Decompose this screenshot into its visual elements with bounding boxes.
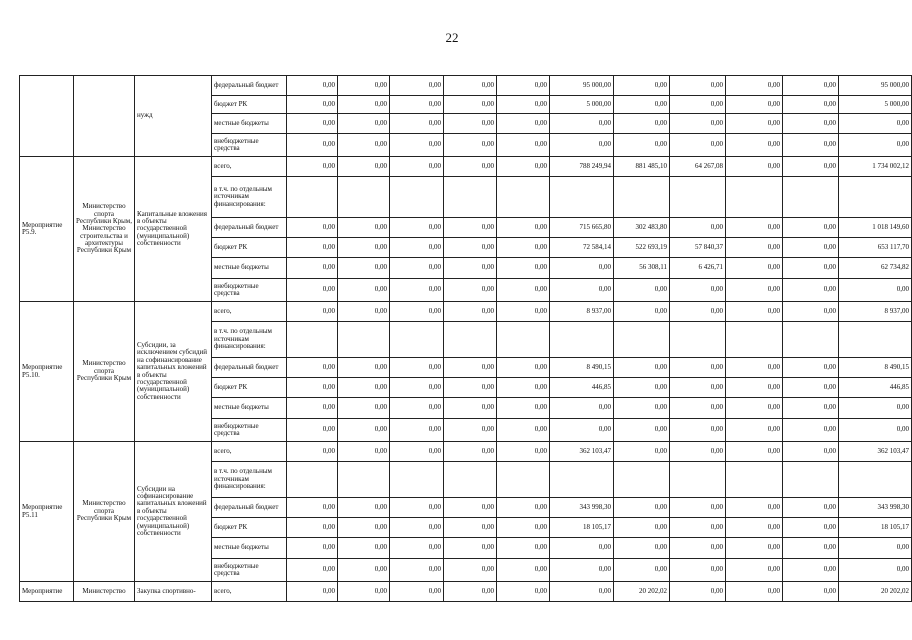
amount-cell: 0,00	[287, 218, 338, 238]
amount-cell: 0,00	[670, 419, 726, 442]
amount-cell: 0,00	[287, 279, 338, 302]
source-label: бюджет РК	[212, 238, 287, 258]
amount-cell: 0,00	[726, 538, 783, 559]
amount-cell	[726, 177, 783, 218]
amount-cell: 57 840,37	[670, 238, 726, 258]
amount-cell: 0,00	[497, 378, 550, 398]
amount-cell: 0,00	[726, 498, 783, 518]
amount-cell	[390, 462, 444, 498]
amount-cell: 0,00	[338, 238, 390, 258]
amount-cell: 0,00	[839, 134, 912, 157]
amount-cell	[444, 177, 497, 218]
amount-cell: 95 000,00	[839, 76, 912, 96]
amount-cell: 0,00	[390, 114, 444, 134]
event-cell: Мероприятие Р5.11	[20, 442, 74, 582]
amount-cell: 0,00	[497, 258, 550, 279]
amount-cell: 0,00	[390, 218, 444, 238]
executor-cell: Министерство спорта Республики Крым, Министерство строительства и архитектуры Республики Крым	[74, 157, 135, 302]
amount-cell: 0,00	[444, 134, 497, 157]
amount-cell: 0,00	[338, 538, 390, 559]
amount-cell: 446,85	[550, 378, 614, 398]
amount-cell	[614, 322, 670, 358]
amount-cell: 0,00	[726, 358, 783, 378]
source-label: внебюджетные средства	[212, 134, 287, 157]
amount-cell: 0,00	[287, 559, 338, 582]
source-label: местные бюджеты	[212, 258, 287, 279]
amount-cell: 0,00	[783, 279, 839, 302]
amount-cell	[550, 322, 614, 358]
amount-cell: 0,00	[670, 76, 726, 96]
source-label: бюджет РК	[212, 378, 287, 398]
amount-cell: 0,00	[390, 538, 444, 559]
amount-cell: 0,00	[783, 258, 839, 279]
amount-cell: 0,00	[670, 279, 726, 302]
amount-cell: 0,00	[287, 398, 338, 419]
amount-cell: 0,00	[497, 498, 550, 518]
amount-cell: 0,00	[550, 279, 614, 302]
amount-cell: 0,00	[726, 302, 783, 322]
amount-cell: 0,00	[550, 398, 614, 419]
amount-cell: 715 665,80	[550, 218, 614, 238]
amount-cell: 0,00	[390, 559, 444, 582]
executor-cell	[74, 76, 135, 157]
amount-cell: 0,00	[614, 134, 670, 157]
table-row	[20, 442, 912, 462]
amount-cell: 0,00	[839, 114, 912, 134]
amount-cell: 0,00	[287, 518, 338, 538]
amount-cell: 0,00	[726, 76, 783, 96]
amount-cell	[287, 177, 338, 218]
source-label: всего,	[212, 442, 287, 462]
amount-cell: 362 103,47	[550, 442, 614, 462]
amount-cell: 0,00	[726, 114, 783, 134]
amount-cell: 95 000,00	[550, 76, 614, 96]
amount-cell	[839, 177, 912, 218]
amount-cell: 0,00	[614, 279, 670, 302]
table-row	[20, 302, 912, 322]
source-label: всего,	[212, 302, 287, 322]
amount-cell	[338, 462, 390, 498]
amount-cell	[783, 177, 839, 218]
amount-cell: 18 105,17	[839, 518, 912, 538]
amount-cell: 0,00	[444, 559, 497, 582]
amount-cell: 0,00	[726, 279, 783, 302]
amount-cell: 0,00	[390, 157, 444, 177]
amount-cell: 0,00	[338, 157, 390, 177]
table-row	[20, 76, 912, 96]
amount-cell: 0,00	[390, 442, 444, 462]
amount-cell: 362 103,47	[839, 442, 912, 462]
amount-cell: 0,00	[670, 518, 726, 538]
amount-cell: 788 249,94	[550, 157, 614, 177]
amount-cell: 20 202,02	[839, 582, 912, 602]
amount-cell: 0,00	[390, 398, 444, 419]
source-label: местные бюджеты	[212, 538, 287, 559]
amount-cell: 0,00	[670, 218, 726, 238]
amount-cell: 0,00	[390, 238, 444, 258]
amount-cell: 0,00	[670, 498, 726, 518]
amount-cell: 0,00	[338, 582, 390, 602]
amount-cell	[390, 322, 444, 358]
amount-cell	[390, 177, 444, 218]
event-cell	[20, 76, 74, 157]
amount-cell: 0,00	[497, 559, 550, 582]
amount-cell	[670, 177, 726, 218]
amount-cell: 56 308,11	[614, 258, 670, 279]
amount-cell: 0,00	[444, 582, 497, 602]
amount-cell: 0,00	[670, 96, 726, 114]
amount-cell: 0,00	[444, 76, 497, 96]
amount-cell	[497, 177, 550, 218]
amount-cell: 0,00	[670, 582, 726, 602]
amount-cell: 18 105,17	[550, 518, 614, 538]
amount-cell: 0,00	[287, 258, 338, 279]
amount-cell: 0,00	[338, 358, 390, 378]
amount-cell: 0,00	[550, 258, 614, 279]
source-label: в т.ч. по отдельным источникам финансирования:	[212, 462, 287, 498]
amount-cell: 0,00	[497, 114, 550, 134]
amount-cell: 0,00	[444, 218, 497, 238]
amount-cell: 0,00	[444, 442, 497, 462]
amount-cell	[338, 322, 390, 358]
amount-cell: 0,00	[726, 378, 783, 398]
amount-cell: 0,00	[783, 442, 839, 462]
source-label: федеральный бюджет	[212, 76, 287, 96]
amount-cell	[444, 462, 497, 498]
amount-cell: 0,00	[497, 279, 550, 302]
amount-cell: 0,00	[497, 358, 550, 378]
amount-cell: 0,00	[287, 157, 338, 177]
amount-cell	[839, 462, 912, 498]
amount-cell: 8 937,00	[550, 302, 614, 322]
amount-cell: 0,00	[338, 258, 390, 279]
amount-cell: 0,00	[338, 419, 390, 442]
amount-cell: 0,00	[338, 398, 390, 419]
amount-cell	[338, 177, 390, 218]
amount-cell: 0,00	[338, 134, 390, 157]
amount-cell: 0,00	[726, 134, 783, 157]
amount-cell: 0,00	[390, 518, 444, 538]
amount-cell: 0,00	[839, 559, 912, 582]
amount-cell: 5 000,00	[550, 96, 614, 114]
amount-cell: 881 485,10	[614, 157, 670, 177]
source-label: бюджет РК	[212, 96, 287, 114]
source-label: всего,	[212, 582, 287, 602]
budget-table	[19, 75, 912, 602]
amount-cell	[614, 462, 670, 498]
amount-cell: 0,00	[497, 582, 550, 602]
amount-cell: 0,00	[444, 279, 497, 302]
amount-cell: 0,00	[726, 582, 783, 602]
amount-cell: 0,00	[614, 498, 670, 518]
amount-cell: 0,00	[444, 518, 497, 538]
executor-cell: Министерство спорта Республики Крым	[74, 302, 135, 442]
amount-cell: 0,00	[726, 442, 783, 462]
amount-cell	[497, 322, 550, 358]
amount-cell: 0,00	[444, 498, 497, 518]
description-cell: Капитальные вложения в объекты государственной (муниципальной) собственности	[135, 157, 212, 302]
amount-cell: 343 998,30	[839, 498, 912, 518]
amount-cell: 6 426,71	[670, 258, 726, 279]
source-label: внебюджетные средства	[212, 279, 287, 302]
amount-cell: 1 734 002,12	[839, 157, 912, 177]
amount-cell: 0,00	[444, 302, 497, 322]
amount-cell: 0,00	[287, 358, 338, 378]
amount-cell: 0,00	[338, 498, 390, 518]
amount-cell: 0,00	[444, 96, 497, 114]
table-row	[20, 157, 912, 177]
amount-cell: 20 202,02	[614, 582, 670, 602]
source-label: федеральный бюджет	[212, 218, 287, 238]
amount-cell: 0,00	[287, 238, 338, 258]
amount-cell: 0,00	[550, 134, 614, 157]
amount-cell: 0,00	[550, 582, 614, 602]
executor-cell: Министерство спорта Республики Крым	[74, 442, 135, 582]
amount-cell: 0,00	[839, 398, 912, 419]
source-label: внебюджетные средства	[212, 559, 287, 582]
amount-cell: 0,00	[390, 582, 444, 602]
amount-cell: 0,00	[783, 538, 839, 559]
amount-cell: 0,00	[726, 218, 783, 238]
amount-cell: 0,00	[783, 358, 839, 378]
amount-cell: 0,00	[497, 538, 550, 559]
amount-cell: 0,00	[497, 442, 550, 462]
amount-cell	[550, 177, 614, 218]
amount-cell: 0,00	[287, 538, 338, 559]
amount-cell: 0,00	[390, 258, 444, 279]
source-label: федеральный бюджет	[212, 358, 287, 378]
amount-cell: 5 000,00	[839, 96, 912, 114]
amount-cell: 0,00	[390, 134, 444, 157]
amount-cell: 0,00	[497, 302, 550, 322]
source-label: в т.ч. по отдельным источникам финансирования:	[212, 322, 287, 358]
amount-cell: 0,00	[287, 134, 338, 157]
amount-cell: 0,00	[338, 378, 390, 398]
amount-cell: 0,00	[338, 114, 390, 134]
amount-cell: 0,00	[390, 76, 444, 96]
amount-cell: 0,00	[614, 538, 670, 559]
amount-cell: 0,00	[670, 559, 726, 582]
event-cell: Мероприятие Р5.10.	[20, 302, 74, 442]
amount-cell	[726, 322, 783, 358]
amount-cell: 0,00	[444, 378, 497, 398]
amount-cell: 446,85	[839, 378, 912, 398]
event-cell: Мероприятие	[20, 582, 74, 602]
executor-cell: Министерство	[74, 582, 135, 602]
amount-cell: 0,00	[287, 419, 338, 442]
amount-cell: 0,00	[726, 157, 783, 177]
amount-cell: 0,00	[287, 582, 338, 602]
amount-cell: 0,00	[783, 559, 839, 582]
amount-cell: 0,00	[783, 134, 839, 157]
amount-cell: 0,00	[338, 279, 390, 302]
source-label: в т.ч. по отдельным источникам финансирования:	[212, 177, 287, 218]
amount-cell: 0,00	[338, 559, 390, 582]
amount-cell: 0,00	[783, 238, 839, 258]
amount-cell: 0,00	[287, 498, 338, 518]
page-number: 22	[445, 30, 459, 45]
amount-cell	[287, 462, 338, 498]
description-cell: нужд	[135, 76, 212, 157]
amount-cell: 0,00	[287, 442, 338, 462]
amount-cell: 0,00	[550, 538, 614, 559]
amount-cell: 0,00	[444, 538, 497, 559]
description-cell: Субсидии на софинансирование капитальных вложений в объекты государственной (муниципальной) собственности	[135, 442, 212, 582]
amount-cell: 522 693,19	[614, 238, 670, 258]
amount-cell: 0,00	[444, 258, 497, 279]
amount-cell: 0,00	[783, 157, 839, 177]
amount-cell	[783, 322, 839, 358]
amount-cell: 0,00	[338, 442, 390, 462]
amount-cell: 0,00	[390, 96, 444, 114]
amount-cell	[670, 462, 726, 498]
amount-cell: 343 998,30	[550, 498, 614, 518]
amount-cell: 0,00	[783, 582, 839, 602]
amount-cell: 0,00	[839, 279, 912, 302]
amount-cell: 0,00	[497, 238, 550, 258]
amount-cell: 0,00	[390, 378, 444, 398]
amount-cell: 0,00	[670, 134, 726, 157]
amount-cell: 8 490,15	[839, 358, 912, 378]
amount-cell: 0,00	[338, 76, 390, 96]
amount-cell: 0,00	[670, 114, 726, 134]
amount-cell: 0,00	[670, 302, 726, 322]
amount-cell: 0,00	[783, 398, 839, 419]
table-row	[20, 582, 912, 602]
amount-cell: 0,00	[614, 378, 670, 398]
amount-cell: 0,00	[550, 559, 614, 582]
amount-cell: 1 018 149,60	[839, 218, 912, 238]
amount-cell: 0,00	[614, 442, 670, 462]
amount-cell: 302 483,80	[614, 218, 670, 238]
amount-cell: 0,00	[390, 279, 444, 302]
amount-cell	[550, 462, 614, 498]
amount-cell: 0,00	[783, 419, 839, 442]
amount-cell: 0,00	[497, 218, 550, 238]
amount-cell: 0,00	[390, 302, 444, 322]
amount-cell: 0,00	[614, 559, 670, 582]
amount-cell: 0,00	[839, 419, 912, 442]
amount-cell: 0,00	[497, 96, 550, 114]
amount-cell: 0,00	[614, 96, 670, 114]
amount-cell: 0,00	[726, 398, 783, 419]
amount-cell: 72 584,14	[550, 238, 614, 258]
amount-cell: 0,00	[726, 96, 783, 114]
source-label: федеральный бюджет	[212, 498, 287, 518]
amount-cell: 0,00	[497, 134, 550, 157]
amount-cell: 0,00	[839, 538, 912, 559]
amount-cell: 0,00	[726, 419, 783, 442]
amount-cell: 0,00	[726, 559, 783, 582]
amount-cell: 0,00	[783, 96, 839, 114]
amount-cell: 0,00	[497, 157, 550, 177]
amount-cell: 8 490,15	[550, 358, 614, 378]
amount-cell: 0,00	[390, 498, 444, 518]
amount-cell: 8 937,00	[839, 302, 912, 322]
description-cell: Субсидии, за исключением субсидий на софинансирование капитальных вложений в объекты государственной (муниципальной) собственности	[135, 302, 212, 442]
amount-cell: 0,00	[287, 76, 338, 96]
amount-cell: 0,00	[670, 398, 726, 419]
amount-cell: 0,00	[497, 419, 550, 442]
amount-cell: 0,00	[614, 518, 670, 538]
amount-cell	[497, 462, 550, 498]
table-body	[20, 76, 912, 602]
amount-cell: 0,00	[726, 258, 783, 279]
amount-cell: 0,00	[783, 218, 839, 238]
source-label: внебюджетные средства	[212, 419, 287, 442]
amount-cell	[614, 177, 670, 218]
amount-cell: 0,00	[550, 114, 614, 134]
amount-cell: 0,00	[783, 302, 839, 322]
amount-cell: 0,00	[670, 538, 726, 559]
source-label: всего,	[212, 157, 287, 177]
amount-cell: 64 267,08	[670, 157, 726, 177]
amount-cell: 0,00	[670, 442, 726, 462]
amount-cell	[726, 462, 783, 498]
amount-cell: 0,00	[338, 218, 390, 238]
amount-cell: 0,00	[287, 302, 338, 322]
amount-cell: 0,00	[444, 398, 497, 419]
amount-cell: 62 734,82	[839, 258, 912, 279]
amount-cell: 0,00	[444, 114, 497, 134]
amount-cell: 0,00	[338, 96, 390, 114]
amount-cell: 0,00	[497, 76, 550, 96]
amount-cell: 0,00	[614, 398, 670, 419]
amount-cell: 0,00	[444, 238, 497, 258]
amount-cell: 0,00	[497, 518, 550, 538]
amount-cell: 0,00	[670, 358, 726, 378]
amount-cell	[444, 322, 497, 358]
amount-cell: 0,00	[550, 419, 614, 442]
amount-cell: 0,00	[444, 358, 497, 378]
source-label: местные бюджеты	[212, 114, 287, 134]
amount-cell: 0,00	[670, 378, 726, 398]
amount-cell: 0,00	[614, 302, 670, 322]
amount-cell: 0,00	[338, 518, 390, 538]
amount-cell	[670, 322, 726, 358]
source-label: местные бюджеты	[212, 398, 287, 419]
amount-cell: 0,00	[783, 498, 839, 518]
amount-cell: 0,00	[444, 157, 497, 177]
amount-cell: 0,00	[614, 114, 670, 134]
amount-cell: 0,00	[287, 378, 338, 398]
amount-cell	[287, 322, 338, 358]
amount-cell	[839, 322, 912, 358]
amount-cell: 0,00	[783, 378, 839, 398]
amount-cell: 0,00	[783, 114, 839, 134]
amount-cell: 0,00	[497, 398, 550, 419]
amount-cell: 0,00	[614, 358, 670, 378]
amount-cell: 0,00	[783, 518, 839, 538]
amount-cell: 0,00	[726, 238, 783, 258]
amount-cell: 0,00	[390, 358, 444, 378]
amount-cell: 0,00	[287, 114, 338, 134]
amount-cell: 0,00	[783, 76, 839, 96]
amount-cell: 0,00	[390, 419, 444, 442]
amount-cell: 0,00	[444, 419, 497, 442]
amount-cell: 0,00	[614, 76, 670, 96]
source-label: бюджет РК	[212, 518, 287, 538]
amount-cell: 0,00	[614, 419, 670, 442]
amount-cell: 0,00	[287, 96, 338, 114]
event-cell: Мероприятие Р5.9.	[20, 157, 74, 302]
amount-cell	[783, 462, 839, 498]
description-cell: Закупка спортивно-	[135, 582, 212, 602]
amount-cell: 0,00	[726, 518, 783, 538]
amount-cell: 653 117,70	[839, 238, 912, 258]
amount-cell: 0,00	[338, 302, 390, 322]
